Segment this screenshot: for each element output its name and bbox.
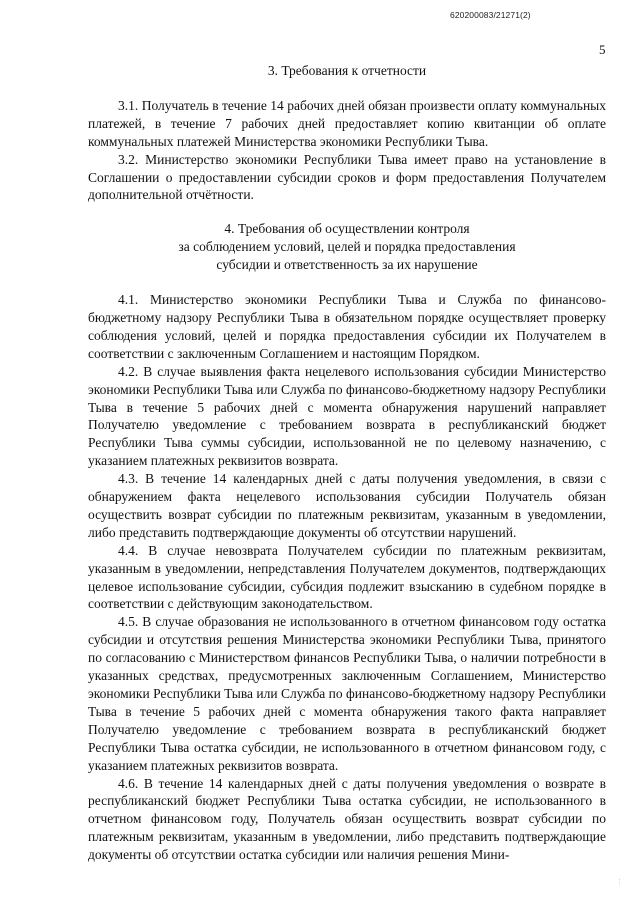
paragraph-4-3: 4.3. В течение 14 календарных дней с даты получения уведомления, в связи с обнаружением факта нецелевого использования субсидии Получатель обязан осуществить возврат субсидии по платежным реквизитам, указанным в уведомлении, либо представить подтверждающие документы об отсутствии нарушений. [88, 471, 606, 540]
section-4-title-line-1: 4. Требования об осуществлении контроля [224, 221, 470, 237]
scan-margin-mark: ⋮ [616, 878, 623, 886]
section-4-title-line-2: за соблюдением условий, целей и порядка предоставления [178, 239, 516, 255]
paragraph-4-4: 4.4. В случае невозврата Получателем субсидии по платежным реквизитам, указанным в уведомлении, непредставления Получателем документов, подтверждающих целевое использование субсидии, субсидия подлежит взысканию в судебном порядке в соответствии с действующим законодательством. [88, 542, 606, 612]
paragraph-4-1: 4.1. Министерство экономики Республики Тыва и Служба по финансово-бюджетному надзору Республики Тыва в обязательном порядке осуществляет проверку соблюдения условий, целей и порядка предоставления субсидии их Получателем в соответствии с заключенным Соглашением и настоящим Порядком. [88, 292, 606, 361]
page-number: 5 [599, 42, 606, 57]
paragraph-4-2: 4.2. В случае выявления факта нецелевого использования субсидии Министерство экономики Республики Тыва или Служба по финансово-бюджетному надзору Республики Тыва в течение 5 рабочих дней с момента обнаружения нарушений направляет Получателю уведомление с требованием возврата в республиканский бюджет Республики Тыва суммы субсидии, использованной не по целевому назначению, с указанием платежных реквизитов возврата. [88, 363, 606, 469]
document-body [88, 62, 606, 864]
paragraph-4-5: 4.5. В случае образования не использованного в отчетном финансовом году остатка субсидии и отсутствия решения Министерства экономики Республики Тыва, принятого по согласованию с Министерством финансов Республики Тыва, о наличии потребности в указанных средствах, предусмотренных заключенным Соглашением, Министерство экономики Республики Тыва или Служба по финансово-бюджетному надзору Республики Тыва в течение 5 рабочих дней с момента обнаружения такого факта направляет Получателю уведомление с требованием возврата в республиканский бюджет Республики Тыва остатка субсидии, не использованного в отчетном финансовом году, с указанием платежных реквизитов возврата. [88, 614, 606, 773]
paragraph-3-1: 3.1. Получатель в течение 14 рабочих дней обязан произвести оплату коммунальных платежей, в течение 7 рабочих дней предоставляет копию квитанции об оплате коммунальных платежей Министерства экономики Республики Тыва. [88, 97, 606, 149]
paragraph-3-2: 3.2. Министерство экономики Республики Тыва имеет право на установление в Соглашении о предоставлении субсидии сроков и форм предоставления Получателем дополнительной отчётности. [88, 151, 606, 203]
document-id: 620200083/21271(2) [450, 10, 531, 20]
section-4-title [88, 220, 606, 274]
section-3-title: 3. Требования к отчетности [267, 63, 427, 78]
paragraph-4-6: 4.6. В течение 14 календарных дней с даты получения уведомления о возврате в республиканский бюджет Республики Тыва остатка субсидии, не использованного в отчетном финансовом году, Получатель обязан осуществить возврат субсидии по платежным реквизитам, указанным в уведомлении, либо представить подтверждающие документы об отсутствии остатка субсидии или наличия решения Мини- [88, 775, 606, 863]
section-4-title-line-3: субсидии и ответственность за их нарушение [216, 257, 478, 273]
